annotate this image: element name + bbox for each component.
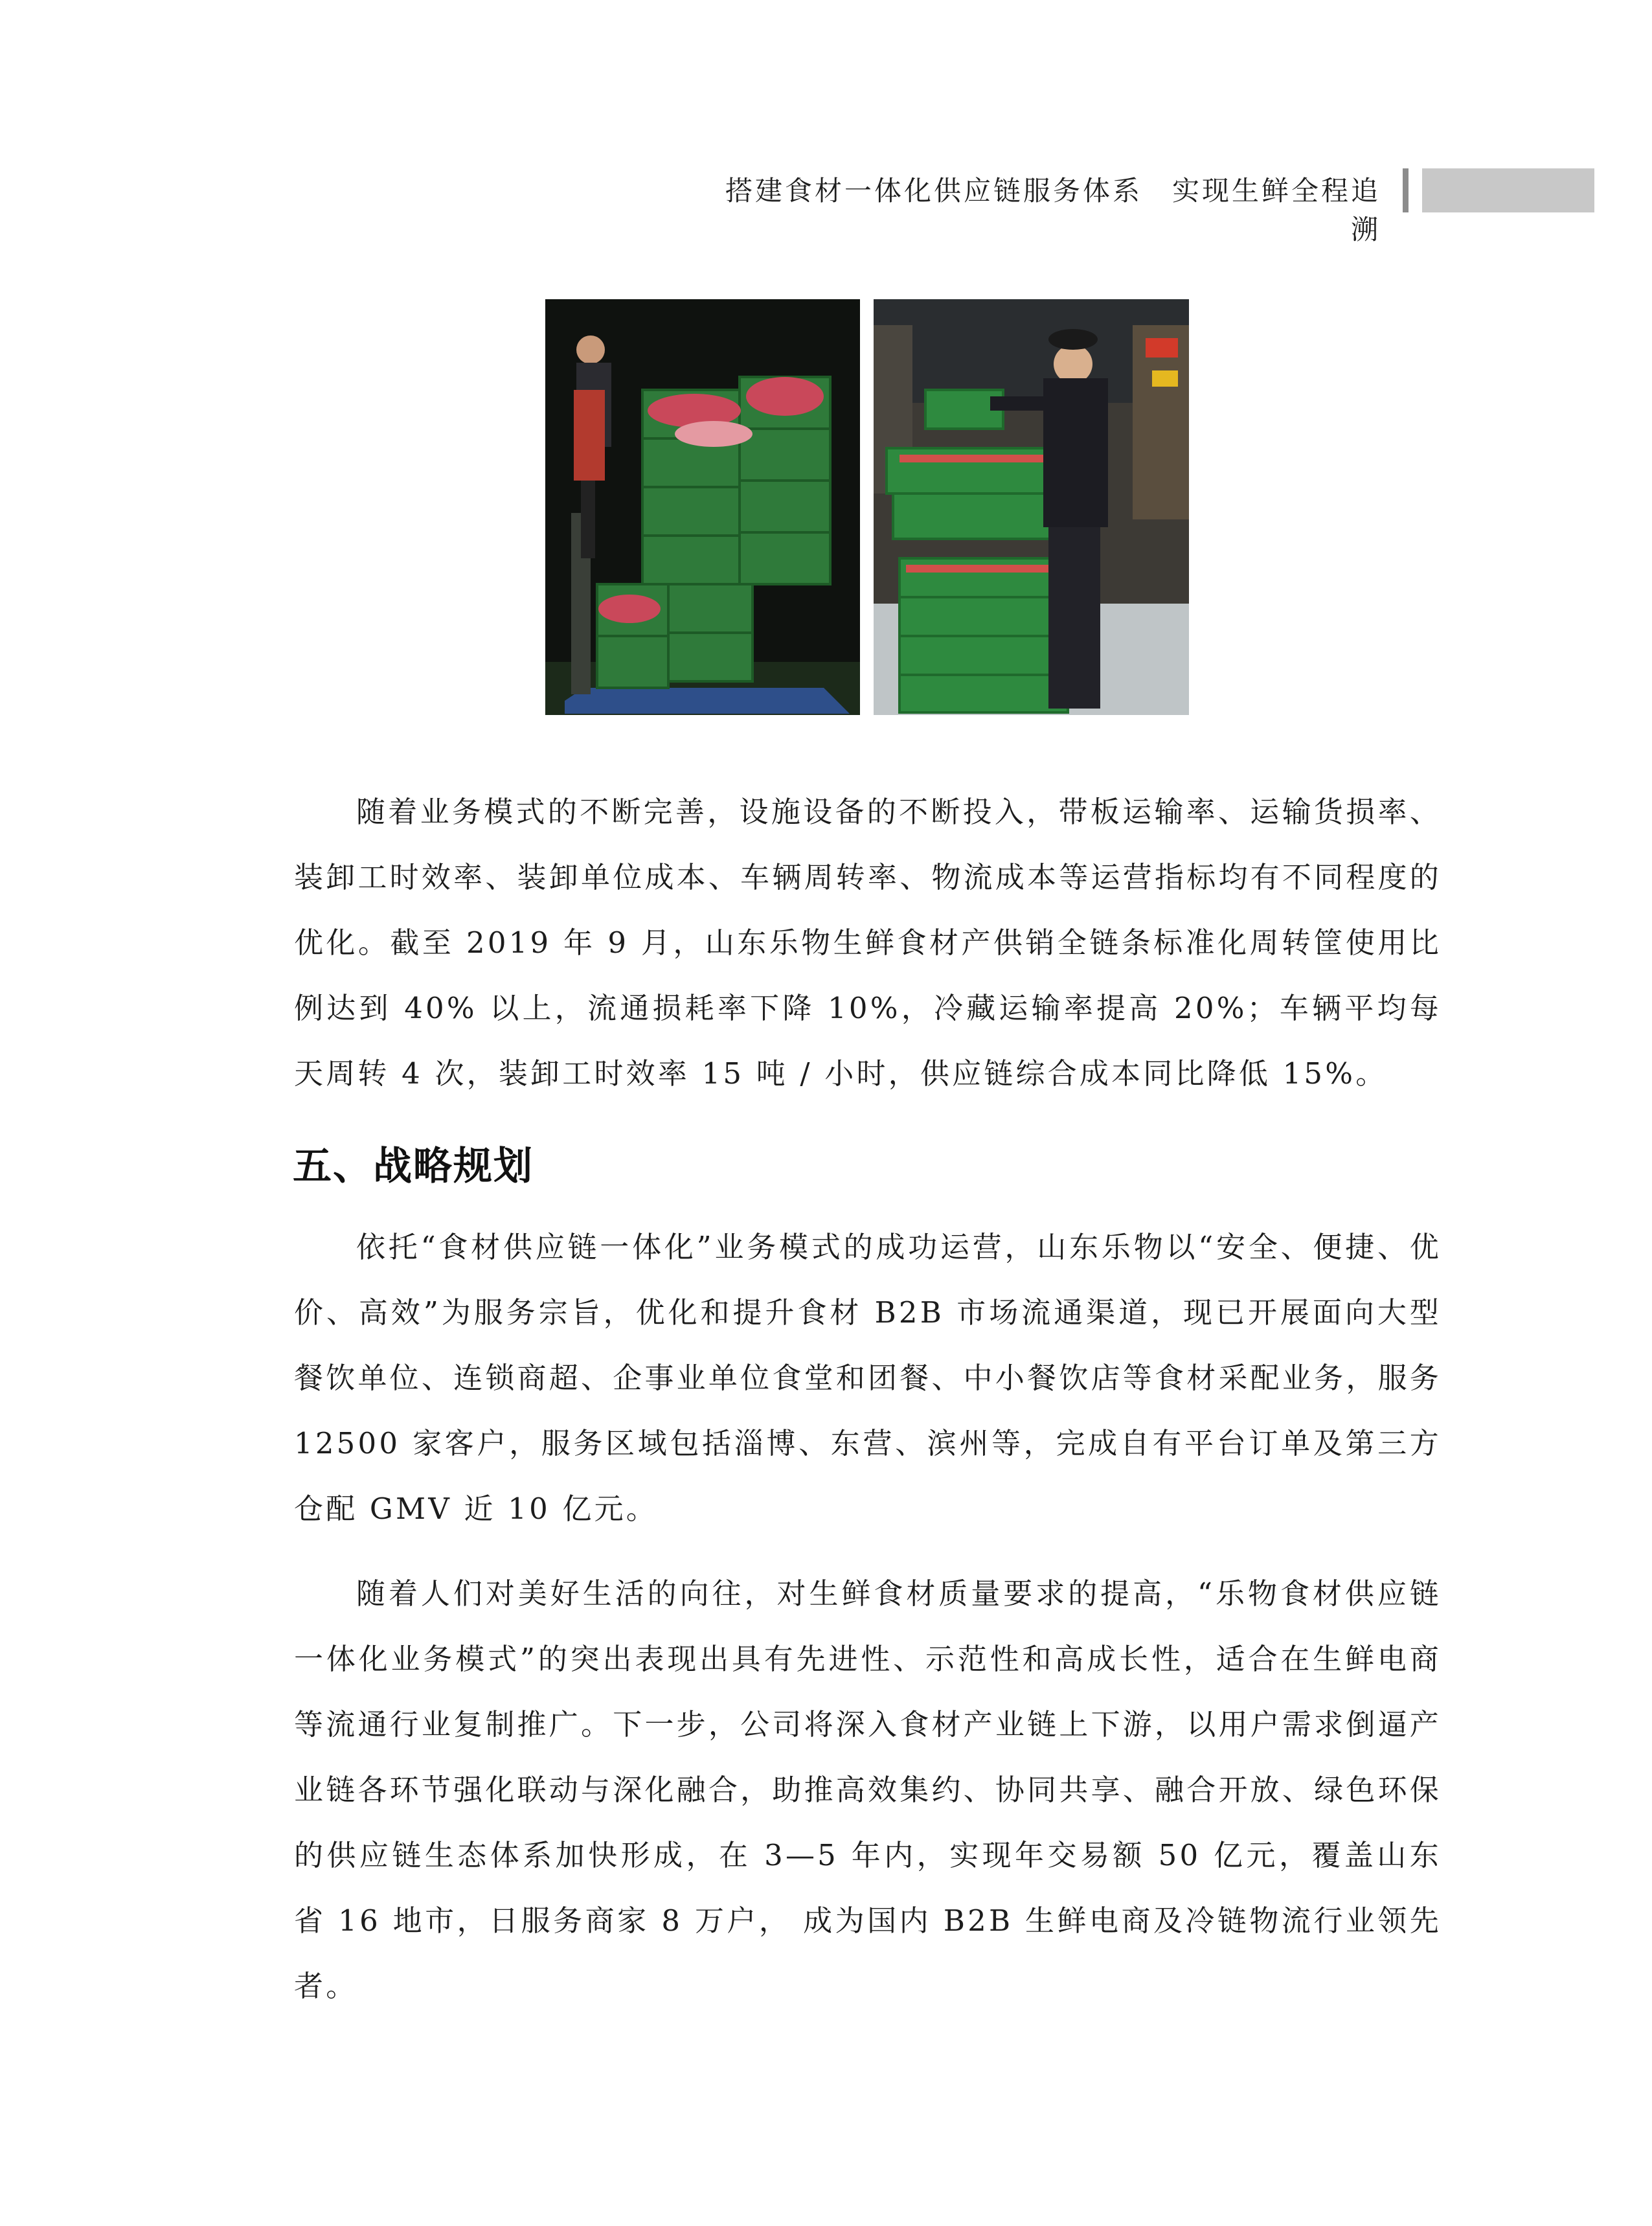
running-header: 搭建食材一体化供应链服务体系 实现生鲜全程追溯 — [725, 175, 1381, 245]
photo-loading-meat-crates-night-icon — [545, 299, 860, 715]
header-tab — [1422, 168, 1594, 212]
section-heading: 五、战略规划 — [293, 1144, 534, 1189]
body-paragraph: 随着人们对美好生活的向往，对生鲜食材质量要求的提高，“乐物食材供应链一体化业务模式”的突出表现出具有先进性、示范性和高成长性，适合在生鲜电商等流通行业复制推广。下一步，公司将深入食材产业链上下游，以用户需求倒逼产业链各环节强化联动与深化融合，助推高效集约、协同共享、融合开放、绿色环保的供应链生态体系加快形成，在 3—5 年内，实现年交易额 50 亿元，覆盖山东省 16 地市，日服务商家 8 万户， 成为国内 B2B 生鲜电商及冷链物流行业领先者。 — [294, 1576, 1442, 2003]
body-paragraph: 依托“食材供应链一体化”业务模式的成功运营，山东乐物以“安全、便捷、优价、高效”为服务宗旨，优化和提升食材 B2B 市场流通渠道，现已开展面向大型餐饮单位、连锁商超、企事业单位食堂和团餐、中小餐饮店等食材采配业务，服务 12500 家客户，服务区域包括淄博、东营、滨州等，完成自有平台订单及第三方仓配 GMV 近 10 亿元。 — [294, 1230, 1442, 1526]
header-rule — [1403, 168, 1409, 212]
body-paragraph: 随着业务模式的不断完善，设施设备的不断投入，带板运输率、运输货损率、装卸工时效率、装卸单位成本、车辆周转率、物流成本等运营指标均有不同程度的优化。截至 2019 年 9 月，山东乐物生鲜食材产供销全链条标准化周转筐使用比例达到 40% 以上，流通损耗率下降 10%，冷藏运输率提高 20%；车辆平均每天周转 4 次，装卸工时效率 15 吨 / 小时，供应链综合成本同比降低 15%。 — [294, 795, 1442, 1091]
photo-stacking-crates-store-icon — [874, 299, 1189, 715]
